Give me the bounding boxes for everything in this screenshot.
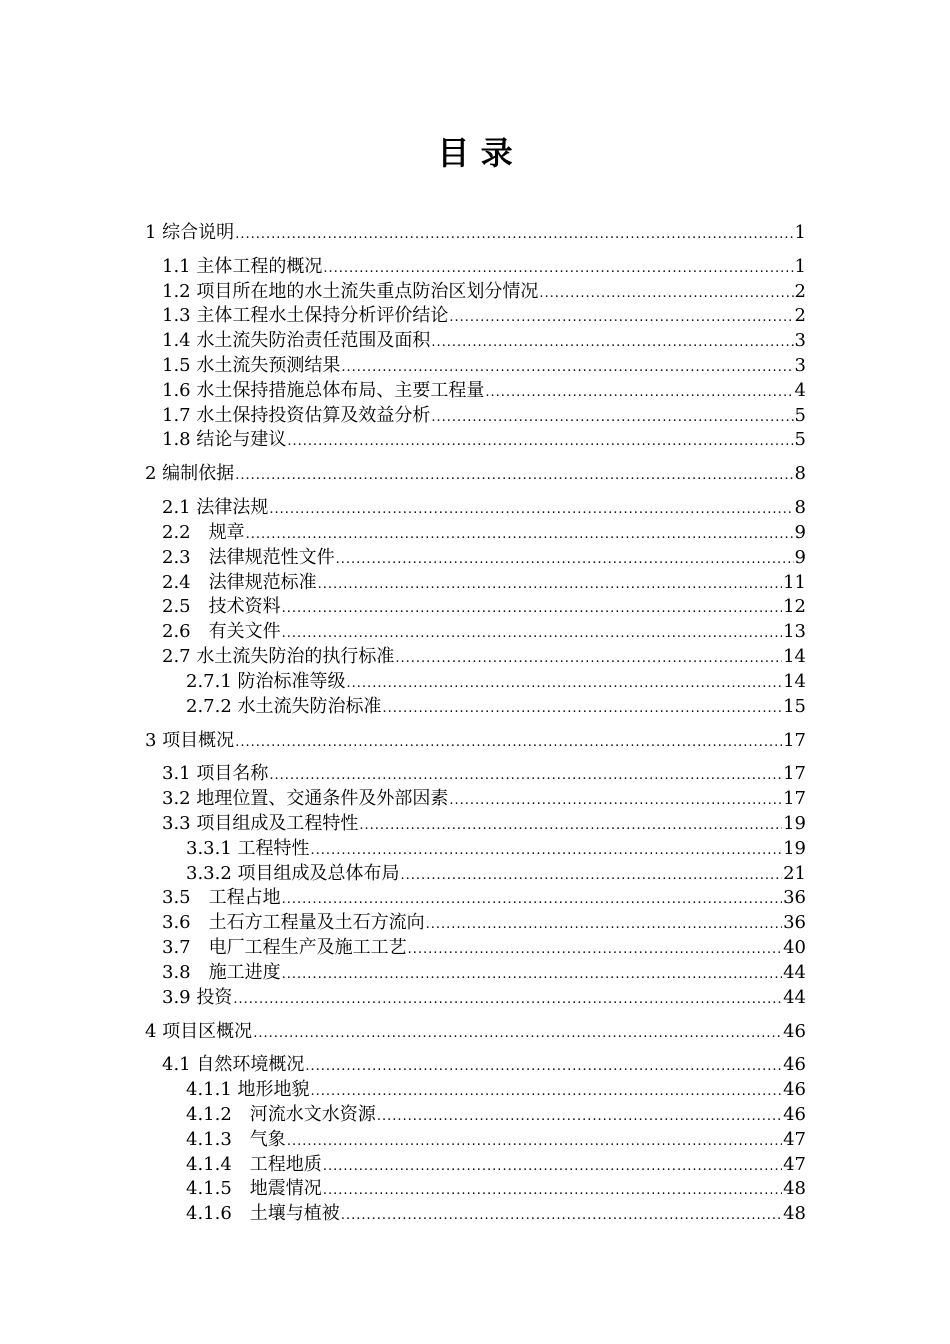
toc-entry-page-number: 21 <box>783 862 806 884</box>
toc-dot-leader <box>449 791 782 811</box>
toc-entry[interactable] <box>145 1152 806 1177</box>
toc-dot-leader <box>449 308 793 328</box>
toc-dot-leader <box>408 940 782 960</box>
toc-dot-leader <box>282 890 782 910</box>
toc-entry[interactable] <box>145 428 806 453</box>
toc-entry-label: 1.7 水土保持投资估算及效益分析 <box>162 404 431 426</box>
toc-entry-label: 3.3 项目组成及工程特性 <box>162 812 359 834</box>
toc-dot-leader <box>233 990 782 1010</box>
toc-dot-leader <box>323 259 793 279</box>
toc-entry[interactable] <box>145 378 806 403</box>
toc-entry-page-number: 46 <box>783 1103 806 1125</box>
toc-entry-page-number: 48 <box>783 1178 806 1200</box>
toc-entry-page-number: 17 <box>783 763 806 785</box>
toc-entry-page-number: 15 <box>783 695 806 717</box>
toc-entry-page-number: 46 <box>783 1079 806 1101</box>
toc-dot-leader <box>253 1024 782 1044</box>
toc-entry[interactable] <box>145 1019 806 1044</box>
toc-entry-page-number: 13 <box>783 621 806 643</box>
toc-entry-label: 2.4 法律规范标准 <box>162 571 317 593</box>
toc-entry[interactable] <box>145 595 806 620</box>
toc-dot-leader <box>235 225 793 245</box>
toc-entry[interactable] <box>145 861 806 886</box>
toc-entry[interactable] <box>145 353 806 378</box>
toc-entry-page-number: 8 <box>794 463 806 485</box>
toc-entry-label: 1 综合说明 <box>145 222 235 243</box>
toc-entry-page-number: 44 <box>783 986 806 1008</box>
toc-entry-page-number: 47 <box>783 1128 806 1150</box>
toc-entry[interactable] <box>145 304 806 329</box>
toc-dot-leader <box>336 550 794 570</box>
toc-entry-page-number: 46 <box>783 1020 806 1042</box>
toc-dot-leader <box>269 500 793 520</box>
toc-entry-page-number: 19 <box>783 837 806 859</box>
toc-dot-leader <box>311 841 783 861</box>
toc-entry-page-number: 36 <box>783 887 806 909</box>
toc-entry-page-number: 46 <box>783 1054 806 1076</box>
toc-entry-page-number: 1 <box>794 255 806 277</box>
toc-entry-label: 4.1.3 气象 <box>186 1128 286 1150</box>
toc-entry-page-number: 36 <box>783 912 806 934</box>
toc-entry[interactable] <box>145 935 806 960</box>
toc-dot-leader <box>359 816 782 836</box>
toc-entry-label: 1.1 主体工程的概况 <box>162 255 323 277</box>
toc-entry-label: 2.3 法律规范性文件 <box>162 546 335 568</box>
toc-entry-page-number: 17 <box>783 729 806 751</box>
toc-dot-leader <box>287 1132 782 1152</box>
toc-dot-leader <box>235 466 793 486</box>
toc-entry[interactable] <box>145 545 806 570</box>
toc-entry-page-number: 1 <box>794 222 806 243</box>
toc-entry-label: 3.9 投资 <box>162 986 233 1008</box>
toc-entry[interactable] <box>145 728 806 753</box>
toc-entry-page-number: 5 <box>794 404 806 426</box>
toc-entry-label: 4.1.5 地震情况 <box>186 1178 322 1200</box>
toc-entry[interactable] <box>145 1102 806 1127</box>
toc-entry[interactable] <box>145 220 806 245</box>
toc-dot-leader <box>323 1181 782 1201</box>
toc-entry-page-number: 9 <box>794 546 806 568</box>
toc-entry-page-number: 8 <box>794 497 806 519</box>
toc-entry[interactable] <box>145 644 806 669</box>
table-of-contents <box>145 220 806 1226</box>
toc-entry-label: 4.1 自然环境概况 <box>162 1054 305 1076</box>
toc-dot-leader <box>282 624 782 644</box>
toc-dot-leader <box>401 866 783 886</box>
toc-entry-page-number: 4 <box>794 379 806 401</box>
toc-entry[interactable] <box>145 960 806 985</box>
toc-entry-label: 3 项目概况 <box>145 729 235 751</box>
toc-dot-leader <box>426 915 782 935</box>
toc-entry[interactable] <box>145 836 806 861</box>
toc-dot-leader <box>246 525 794 545</box>
toc-entry-page-number: 47 <box>783 1153 806 1175</box>
toc-entry[interactable] <box>145 985 806 1010</box>
toc-entry-label: 1.5 水土流失预测结果 <box>162 354 341 376</box>
toc-entry-page-number: 44 <box>783 961 806 983</box>
toc-entry-label: 2 编制依据 <box>145 463 235 485</box>
toc-entry-label: 3.3.2 项目组成及总体布局 <box>186 862 400 884</box>
toc-dot-leader <box>311 1082 783 1102</box>
toc-dot-leader <box>323 1157 782 1177</box>
toc-entry-label: 2.7.1 防治标准等级 <box>186 670 346 692</box>
toc-entry[interactable] <box>145 1077 806 1102</box>
toc-entry-label: 2.1 法律法规 <box>162 497 269 519</box>
toc-entry[interactable] <box>145 461 806 486</box>
toc-entry[interactable] <box>145 495 806 520</box>
toc-entry-label: 2.5 技术资料 <box>162 596 281 618</box>
toc-dot-leader <box>395 649 782 669</box>
toc-entry[interactable] <box>145 910 806 935</box>
toc-dot-leader <box>235 733 782 753</box>
toc-entry-label: 1.4 水土流失防治责任范围及面积 <box>162 330 431 352</box>
toc-dot-leader <box>282 599 782 619</box>
toc-dot-leader <box>431 333 793 353</box>
toc-entry-label: 3.6 土石方工程量及土石方流向 <box>162 912 425 934</box>
toc-dot-leader <box>347 674 783 694</box>
toc-entry[interactable] <box>145 403 806 428</box>
toc-dot-leader <box>539 284 793 304</box>
toc-entry-label: 3.8 施工进度 <box>162 961 281 983</box>
toc-entry-page-number: 40 <box>783 936 806 958</box>
toc-entry-page-number: 5 <box>794 429 806 451</box>
toc-entry-label: 3.1 项目名称 <box>162 763 269 785</box>
page-title: 目 录 <box>437 134 513 172</box>
toc-entry[interactable] <box>145 254 806 279</box>
toc-entry-label: 3.5 工程占地 <box>162 887 281 909</box>
toc-entry-page-number: 2 <box>794 280 806 302</box>
toc-dot-leader <box>318 575 782 595</box>
toc-dot-leader <box>282 965 782 985</box>
toc-entry-label: 1.6 水土保持措施总体布局、主要工程量 <box>162 379 485 401</box>
toc-entry[interactable] <box>145 619 806 644</box>
toc-entry[interactable] <box>145 811 806 836</box>
toc-entry-label: 4.1.6 土壤与植被 <box>186 1203 340 1225</box>
toc-entry-label: 2.6 有关文件 <box>162 621 281 643</box>
toc-entry-label: 1.3 主体工程水土保持分析评价结论 <box>162 305 449 327</box>
toc-entry-label: 2.7.2 水土流失防治标准 <box>186 695 382 717</box>
toc-entry-page-number: 19 <box>783 812 806 834</box>
toc-dot-leader <box>269 766 782 786</box>
toc-dot-leader <box>485 383 793 403</box>
toc-entry[interactable] <box>145 669 806 694</box>
toc-entry-page-number: 17 <box>783 788 806 810</box>
toc-entry[interactable] <box>145 786 806 811</box>
toc-dot-leader <box>383 699 783 719</box>
toc-dot-leader <box>341 1206 782 1226</box>
toc-entry-label: 4 项目区概况 <box>145 1020 253 1042</box>
toc-dot-leader <box>287 432 793 452</box>
toc-entry-label: 1.2 项目所在地的水土流失重点防治区划分情况 <box>162 280 539 302</box>
toc-entry[interactable] <box>145 762 806 787</box>
toc-entry-label: 4.1.2 河流水文水资源 <box>186 1103 376 1125</box>
toc-entry-page-number: 14 <box>783 645 806 667</box>
toc-entry-label: 4.1.1 地形地貌 <box>186 1079 310 1101</box>
toc-entry[interactable] <box>145 520 806 545</box>
toc-entry[interactable] <box>145 1177 806 1202</box>
toc-entry-page-number: 48 <box>783 1203 806 1225</box>
toc-entry[interactable] <box>145 1127 806 1152</box>
toc-entry-label: 4.1.4 工程地质 <box>186 1153 322 1175</box>
toc-entry-page-number: 2 <box>794 305 806 327</box>
toc-entry-label: 2.7 水土流失防治的执行标准 <box>162 645 395 667</box>
toc-entry-page-number: 12 <box>783 596 806 618</box>
toc-entry-page-number: 9 <box>794 521 806 543</box>
toc-entry[interactable] <box>145 1053 806 1078</box>
toc-entry[interactable] <box>145 694 806 719</box>
toc-entry-page-number: 11 <box>783 571 806 593</box>
toc-entry-label: 3.3.1 工程特性 <box>186 837 310 859</box>
toc-entry[interactable] <box>145 886 806 911</box>
toc-entry-page-number: 14 <box>783 670 806 692</box>
toc-entry-label: 1.8 结论与建议 <box>162 429 287 451</box>
toc-dot-leader <box>305 1057 782 1077</box>
toc-entry-label: 3.7 电厂工程生产及施工工艺 <box>162 936 407 958</box>
toc-dot-leader <box>431 408 793 428</box>
toc-entry-page-number: 3 <box>794 330 806 352</box>
toc-dot-leader <box>377 1107 782 1127</box>
toc-entry[interactable] <box>145 570 806 595</box>
toc-entry-label: 3.2 地理位置、交通条件及外部因素 <box>162 788 449 810</box>
toc-entry[interactable] <box>145 279 806 304</box>
toc-entry-label: 2.2 规章 <box>162 521 245 543</box>
toc-entry[interactable] <box>145 328 806 353</box>
toc-entry-page-number: 3 <box>794 354 806 376</box>
toc-dot-leader <box>341 358 793 378</box>
toc-entry[interactable] <box>145 1201 806 1226</box>
